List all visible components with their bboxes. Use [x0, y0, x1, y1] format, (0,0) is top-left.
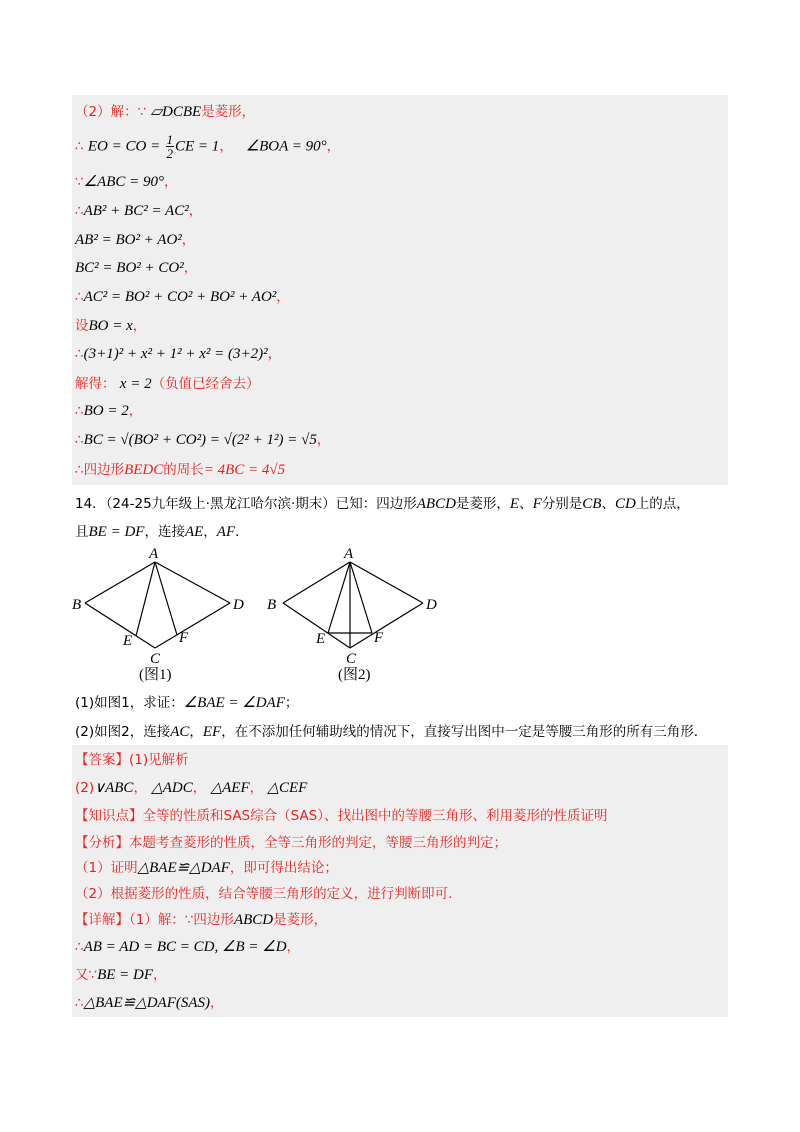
sub-question-1: (1)如图1，求证：∠BAE = ∠DAF； — [75, 695, 299, 711]
sol-line-11: ∴BO = 2， — [75, 403, 143, 419]
sol-line-5: AB² = BO² + AO²， — [75, 232, 196, 248]
sol-line-9: ∴(3+1)² + x² + 1² + x² = (3+2)²， — [75, 346, 282, 362]
fig1-label-e: E — [123, 633, 133, 649]
detail-line-2: ∴AB = AD = BC = CD, ∠B = ∠D， — [75, 939, 301, 955]
fig1-segment-ae — [136, 562, 155, 636]
fraction-half: $\frac{1}{2}$ — [166, 132, 174, 161]
fig2-label-a: A — [344, 546, 354, 562]
fig2-edge-dc — [350, 603, 423, 648]
fig1-segment-af — [155, 562, 177, 635]
detail-line-4: ∴△BAE≌△DAF(SAS)， — [75, 995, 224, 1011]
fig1-edge-dc — [155, 603, 230, 648]
question-14-line-1: 14．（24-25九年级上·黑龙江哈尔滨·期末）已知：四边形ABCD是菱形，E、F分别是CB、CD上的点， — [75, 496, 690, 512]
sol-line-10: 解得： x = 2（负值已经舍去） — [75, 376, 260, 392]
fig1-label-d: D — [233, 597, 244, 613]
fig2-label-c: C — [346, 651, 357, 667]
answer-line-1: 【答案】(1)见解析 — [75, 752, 189, 768]
fig2-label-e: E — [316, 631, 326, 647]
sol-line-7: ∴AC² = BO² + CO² + BO² + AO²， — [75, 289, 290, 305]
analysis-step-1: （1）证明△BAE≌△DAF，即可得出结论； — [75, 860, 338, 876]
sub-question-2: (2)如图2，连接AC，EF，在不添加任何辅助线的情况下，直接写出图中一定是等腰三角形的所有三角形. — [75, 724, 699, 740]
fig2-edge-ab — [283, 562, 350, 603]
fig1-edge-ad — [155, 562, 230, 603]
detail-line-1: 【详解】（1）解：∵四边形ABCD是菱形， — [75, 912, 328, 928]
fig2-label-b: B — [267, 597, 277, 613]
sol-line-8: 设BO = x， — [75, 318, 147, 334]
sol-line-13: ∴四边形BEDC的周长= 4BC = 4√5 — [75, 462, 286, 478]
fig1-edge-ab — [85, 562, 155, 603]
sol-line-1: （2）解：∵ ▱DCBE是菱形， — [75, 104, 256, 120]
sol-line-6: BC² = BO² + CO²， — [75, 260, 198, 276]
figure-2-caption: (图2) — [338, 667, 371, 683]
detail-line-3: 又∵BE = DF， — [75, 967, 167, 983]
sol-line-12: ∴BC = √(BO² + CO²) = √(2² + 1²) = √5， — [75, 432, 331, 448]
knowledge-point: 【知识点】全等的性质和SAS综合（SAS）、找出图中的等腰三角形、利用菱形的性质证明 — [75, 808, 608, 824]
fig2-label-f: F — [374, 630, 384, 646]
fig1-label-b: B — [72, 597, 82, 613]
question-14-line-2: 且BE = DF，连接AE，AF． — [75, 524, 249, 540]
figure-1-caption: (图1) — [139, 667, 172, 683]
fig1-edge-bc — [85, 603, 155, 648]
analysis-step-2: （2）根据菱形的性质，结合等腰三角形的定义，进行判断即可. — [75, 886, 453, 902]
fig2-segment-ae — [328, 562, 350, 633]
fig1-label-a: A — [149, 546, 159, 562]
sol-line-4: ∴AB² + BC² = AC²， — [75, 203, 203, 219]
fig1-label-f: F — [179, 630, 189, 646]
fig2-label-d: D — [426, 597, 437, 613]
sol-line-2: ∴ EO = CO = $\frac{1}{2}$ CE = 1， ∠BOA = 90°， — [75, 132, 341, 161]
fig1-label-c: C — [150, 651, 161, 667]
analysis: 【分析】本题考查菱形的性质，全等三角形的判定，等腰三角形的判定； — [75, 835, 507, 851]
sol-line-3: ∵∠ABC = 90°， — [75, 174, 178, 190]
answer-line-2: (2)∨ABC， △ADC， △AEF， △CEF — [75, 780, 308, 796]
